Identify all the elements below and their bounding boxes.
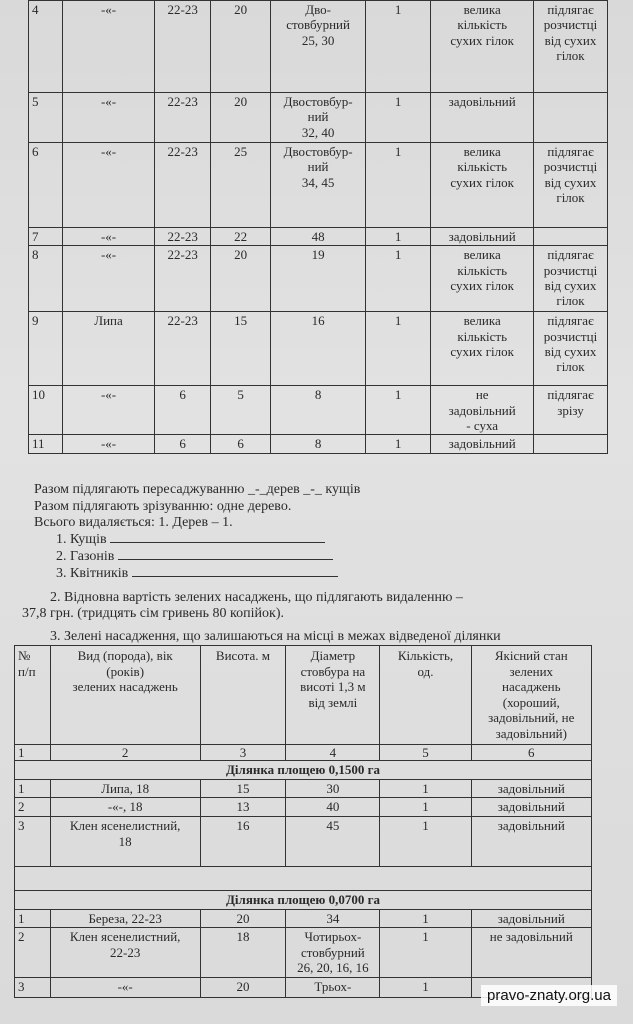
header-diam: Діаметр стовбура на висоті 1,3 м від землі <box>286 646 380 745</box>
cut-summary: Разом підлягають зрізуванню: одне дерево. <box>34 499 292 514</box>
cell-note: підлягає зрізу <box>533 386 607 435</box>
cell-species: -«- <box>62 93 154 143</box>
cell-height: 25 <box>211 143 271 228</box>
cell-species: -«- <box>62 435 154 453</box>
header-species: Вид (порода), вік (років) зелених насаджень <box>50 646 200 745</box>
cell-diam: Дво- стовбурний 25, 30 <box>271 1 366 93</box>
cell-note: підлягає розчистці від сухих гілок <box>533 1 607 93</box>
cell-state: велика кількість сухих гілок <box>431 312 534 386</box>
cell-state: велика кількість сухих гілок <box>431 1 534 93</box>
restoration-cost-line1: 2. Відновна вартість зелених насаджень, що підлягають видаленню – <box>50 590 463 605</box>
header-state: Якісний стан зелених насаджень (хороший, задовільний, не задовільний) <box>471 646 591 745</box>
column-number: 2 <box>50 744 200 761</box>
column-number: 3 <box>200 744 286 761</box>
cell-height: 20 <box>200 909 286 928</box>
cell-age: 22-23 <box>155 312 211 386</box>
cell-diam: 45 <box>286 816 380 866</box>
cell-count: 1 <box>380 977 471 997</box>
cell-diam: Двостовбур- ний 34, 45 <box>271 143 366 228</box>
cell-species: -«- <box>50 977 200 997</box>
cell-count: 1 <box>365 143 430 228</box>
cell-no: 3 <box>15 977 51 997</box>
cell-no: 5 <box>29 93 63 143</box>
table-row <box>15 909 592 928</box>
cell-state: не задовільний <box>471 928 591 978</box>
trees-removal-table <box>28 0 608 454</box>
table-header-row <box>15 646 592 745</box>
cell-height: 20 <box>211 93 271 143</box>
cell-height: 15 <box>200 779 286 798</box>
cell-note <box>533 93 607 143</box>
cell-state: задовільний <box>431 228 534 246</box>
remaining-plants-table <box>14 645 592 998</box>
cell-height: 16 <box>200 816 286 866</box>
cell-count: 1 <box>365 246 430 312</box>
cell-species: Клен ясенелистний, 18 <box>50 816 200 866</box>
cell-count: 1 <box>380 816 471 866</box>
spacer-cell <box>15 866 592 890</box>
cell-no: 2 <box>15 798 51 817</box>
cell-count: 1 <box>380 909 471 928</box>
cell-note <box>533 435 607 453</box>
section-title: Ділянка площею 0,1500 га <box>15 761 592 780</box>
cell-species: -«- <box>62 1 154 93</box>
cell-state: задовільний <box>471 779 591 798</box>
cell-diam: Трьох- <box>286 977 380 997</box>
cell-age: 6 <box>155 386 211 435</box>
cell-count: 1 <box>365 228 430 246</box>
table-row <box>15 816 592 866</box>
cell-state: велика кількість сухих гілок <box>431 246 534 312</box>
cell-state: задовільний <box>431 435 534 453</box>
cell-count: 1 <box>365 435 430 453</box>
cell-no: 9 <box>29 312 63 386</box>
column-number: 4 <box>286 744 380 761</box>
table-row <box>29 1 608 93</box>
transplant-summary: Разом підлягають пересаджуванню _-_дерев _-_ кущів <box>34 482 361 497</box>
cell-diam: 19 <box>271 246 366 312</box>
header-count: Кількість, од. <box>380 646 471 745</box>
table-row <box>15 928 592 978</box>
cell-species: -«- <box>62 228 154 246</box>
column-number: 1 <box>15 744 51 761</box>
remaining-plants-heading: 3. Зелені насадження, що залишаються на місці в межах відведеної ділянки <box>50 629 501 644</box>
cell-height: 20 <box>211 246 271 312</box>
cell-note: підлягає розчистці від сухих гілок <box>533 246 607 312</box>
cell-species: -«- <box>62 143 154 228</box>
cell-count: 1 <box>365 312 430 386</box>
cell-no: 1 <box>15 779 51 798</box>
cell-no: 10 <box>29 386 63 435</box>
cell-no: 6 <box>29 143 63 228</box>
table-row <box>29 143 608 228</box>
cell-state: велика кількість сухих гілок <box>431 143 534 228</box>
cell-height: 20 <box>200 977 286 997</box>
cell-age: 22-23 <box>155 93 211 143</box>
cell-count: 1 <box>380 779 471 798</box>
cell-note <box>533 228 607 246</box>
item-flowerbeds <box>56 566 338 582</box>
table-row <box>29 435 608 453</box>
cell-no: 1 <box>15 909 51 928</box>
cell-species: -«- <box>62 386 154 435</box>
cell-no: 2 <box>15 928 51 978</box>
cell-species: -«-, 18 <box>50 798 200 817</box>
cell-state: не задовільний - суха <box>431 386 534 435</box>
cell-height: 13 <box>200 798 286 817</box>
cell-no: 8 <box>29 246 63 312</box>
cell-note: підлягає розчистці від сухих гілок <box>533 312 607 386</box>
cell-diam: 8 <box>271 386 366 435</box>
cell-diam: 8 <box>271 435 366 453</box>
cell-count: 1 <box>365 93 430 143</box>
cell-count: 1 <box>365 386 430 435</box>
cell-no: 7 <box>29 228 63 246</box>
table-row <box>29 386 608 435</box>
table-row <box>29 246 608 312</box>
table-row <box>29 228 608 246</box>
cell-state: задовільний <box>431 93 534 143</box>
cell-diam: 16 <box>271 312 366 386</box>
item-flowerbeds-label: 3. Квітників <box>56 566 129 581</box>
cell-state: задовільний <box>471 798 591 817</box>
cell-species: Береза, 22-23 <box>50 909 200 928</box>
cell-no: 4 <box>29 1 63 93</box>
column-number-row <box>15 744 592 761</box>
cell-age: 22-23 <box>155 1 211 93</box>
cell-height: 15 <box>211 312 271 386</box>
cell-height: 5 <box>211 386 271 435</box>
cell-height: 22 <box>211 228 271 246</box>
cell-age: 22-23 <box>155 246 211 312</box>
cell-height: 18 <box>200 928 286 978</box>
cell-note: підлягає розчистці від сухих гілок <box>533 143 607 228</box>
item-lawns-label: 2. Газонів <box>56 549 115 564</box>
item-shrubs-label: 1. Кущів <box>56 532 107 547</box>
column-number: 6 <box>471 744 591 761</box>
table-row <box>29 93 608 143</box>
cell-species: Липа <box>62 312 154 386</box>
table-row <box>15 779 592 798</box>
table-row <box>15 798 592 817</box>
cell-diam: 48 <box>271 228 366 246</box>
cell-height: 6 <box>211 435 271 453</box>
header-no: № п/п <box>15 646 51 745</box>
cell-no: 11 <box>29 435 63 453</box>
cell-count: 1 <box>380 798 471 817</box>
cell-count: 1 <box>365 1 430 93</box>
header-height: Висота. м <box>200 646 286 745</box>
removal-summary: Всього видаляється: 1. Дерев – 1. <box>34 515 233 530</box>
cell-state: задовільний <box>471 816 591 866</box>
cell-diam: 34 <box>286 909 380 928</box>
watermark: pravo-znaty.org.ua <box>481 985 617 1006</box>
cell-state: задовільний <box>471 909 591 928</box>
cell-age: 6 <box>155 435 211 453</box>
cell-no: 3 <box>15 816 51 866</box>
cell-species: Липа, 18 <box>50 779 200 798</box>
item-shrubs <box>56 532 325 548</box>
cell-species: -«- <box>62 246 154 312</box>
cell-age: 22-23 <box>155 228 211 246</box>
spacer-row <box>15 866 592 890</box>
cell-diam: Чотирьох- стовбурний 26, 20, 16, 16 <box>286 928 380 978</box>
cell-diam: 40 <box>286 798 380 817</box>
cell-species: Клен ясенелистний, 22-23 <box>50 928 200 978</box>
cell-diam: Двостовбур- ний 32, 40 <box>271 93 366 143</box>
section-row <box>15 761 592 780</box>
item-lawns <box>56 549 333 565</box>
cell-age: 22-23 <box>155 143 211 228</box>
table-row <box>29 312 608 386</box>
cell-diam: 30 <box>286 779 380 798</box>
restoration-cost-line2: 37,8 грн. (тридцять сім гривень 80 копійок). <box>22 606 284 621</box>
section-row <box>15 890 592 909</box>
column-number: 5 <box>380 744 471 761</box>
cell-height: 20 <box>211 1 271 93</box>
cell-count: 1 <box>380 928 471 978</box>
section-title: Ділянка площею 0,0700 га <box>15 890 592 909</box>
